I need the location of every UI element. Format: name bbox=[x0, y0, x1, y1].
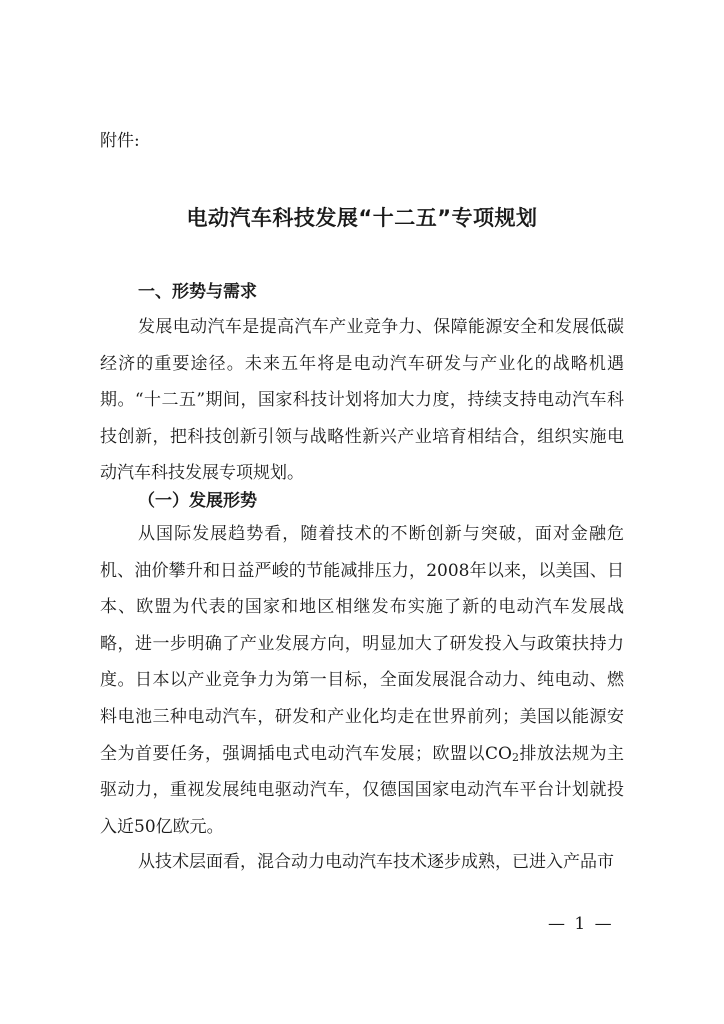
section-paragraph: 发展电动汽车是提高汽车产业竞争力、保障能源安全和发展低碳经济的重要途径。未来五年将是电动汽车研发与产业化的战略机遇期。“十二五”期间，国家科技计划将加大力度，持续支持电动汽车科技创新，把科技创新引领与战略性新兴产业培育相结合，组织实施电动汽车科技发展专项规划。 bbox=[100, 317, 624, 484]
subsection-heading: （一）发展形势 bbox=[138, 491, 257, 511]
subsection-paragraph-continued: 从技术层面看，混合动力电动汽车技术逐步成熟，已进入产品市 bbox=[138, 852, 614, 872]
subsection-paragraph bbox=[100, 516, 624, 845]
section-heading: 一、形势与需求 bbox=[138, 282, 257, 302]
document-title: 电动汽车科技发展“十二五”专项规划 bbox=[186, 206, 538, 230]
paragraph-text-b: 排放法规为主驱动力，重视发展纯电驱动汽车，仅德国国家电动汽车平台计划就投入近50亿欧元。 bbox=[100, 743, 624, 837]
subscript-two: 2 bbox=[511, 750, 519, 764]
page-number: — 1 — bbox=[548, 914, 614, 934]
paragraph-text-a: 从国际发展趋势看，随着技术的不断创新与突破，面对金融危机、油价攀升和日益严峻的节能减排压力，2008年以来，以美国、日本、欧盟为代表的国家和地区相继发布实施了新的电动汽车发展战略，进一步明确了产业发展方向，明显加大了研发投入与政策扶持力度。日本以产业竞争力为第一目标，全面发展混合动力、纯电动、燃料电池三种电动汽车，研发和产业化均走在世界前列；美国以能源安全为首要任务，强调插电式电动汽车发展；欧盟以CO bbox=[100, 524, 624, 764]
attachment-label: 附件: bbox=[100, 131, 140, 151]
